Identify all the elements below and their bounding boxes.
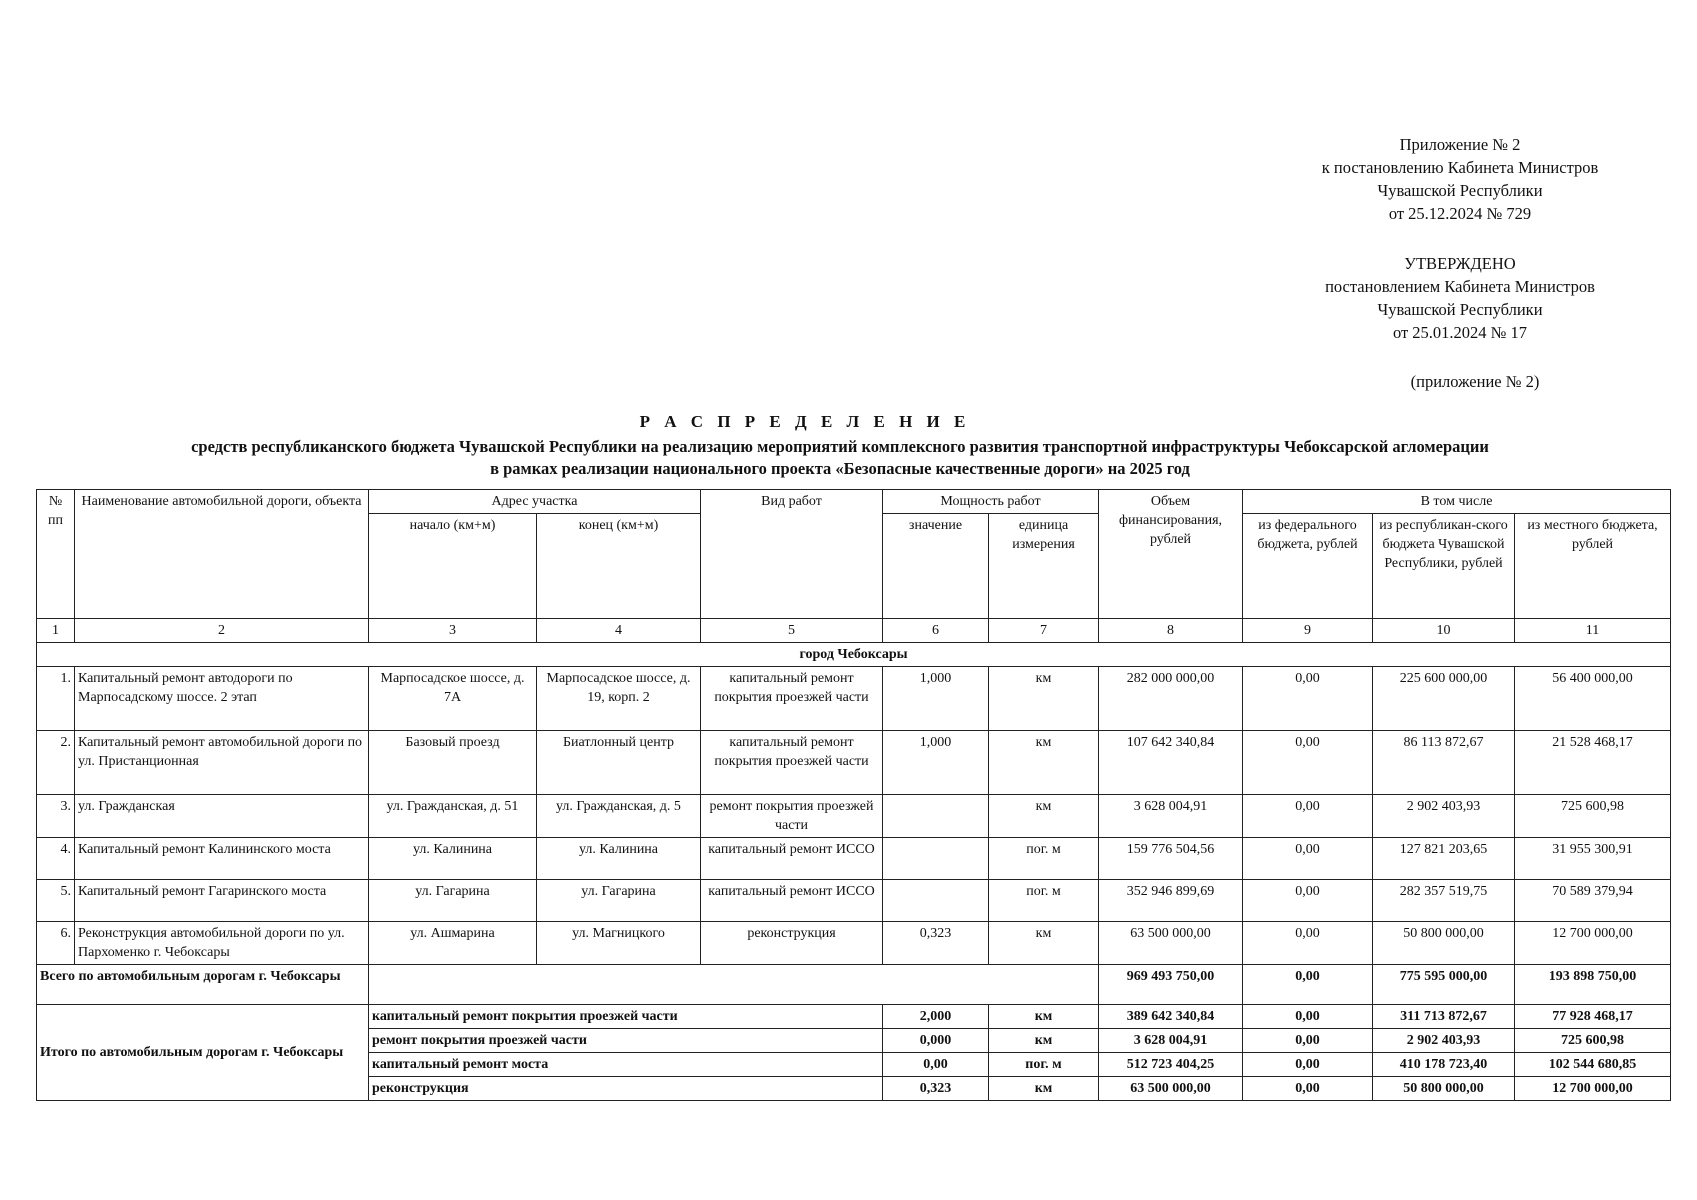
row-republic: 127 821 203,65 (1373, 838, 1515, 880)
header-republic: из республикан-ского бюджета Чувашской Республики, рублей (1373, 514, 1515, 619)
summary-republic: 2 902 403,93 (1373, 1029, 1515, 1053)
summary-republic: 311 713 872,67 (1373, 1005, 1515, 1029)
summary-value: 0,000 (883, 1029, 989, 1053)
row-end: ул. Гагарина (537, 880, 701, 922)
appendix-block (1280, 133, 1640, 225)
approved-line: УТВЕРЖДЕНО (1404, 254, 1516, 273)
header-end: конец (км+м) (537, 514, 701, 619)
table-row (37, 667, 1671, 731)
total-local: 193 898 750,00 (1515, 965, 1671, 1005)
column-number: 11 (1515, 619, 1671, 643)
row-local: 56 400 000,00 (1515, 667, 1671, 731)
header-row (37, 490, 1671, 514)
column-number: 8 (1099, 619, 1243, 643)
row-end: ул. Гражданская, д. 5 (537, 795, 701, 838)
row-work: капитальный ремонт ИССО (701, 838, 883, 880)
summary-local: 77 928 468,17 (1515, 1005, 1671, 1029)
row-start: Базовый проезд (369, 731, 537, 795)
summary-funding: 389 642 340,84 (1099, 1005, 1243, 1029)
table-row (37, 795, 1671, 838)
header-local: из местного бюджета, рублей (1515, 514, 1671, 619)
distribution-table (36, 489, 1671, 1101)
summary-local: 12 700 000,00 (1515, 1077, 1671, 1101)
row-end: Биатлонный центр (537, 731, 701, 795)
summary-funding: 63 500 000,00 (1099, 1077, 1243, 1101)
row-name: Капитальный ремонт автодороги по Марпосадскому шоссе. 2 этап (75, 667, 369, 731)
row-federal: 0,00 (1243, 667, 1373, 731)
summary-value: 0,00 (883, 1053, 989, 1077)
column-number: 2 (75, 619, 369, 643)
header-work-type: Вид работ (701, 490, 883, 619)
total-federal: 0,00 (1243, 965, 1373, 1005)
row-unit: км (989, 731, 1099, 795)
header-value: значение (883, 514, 989, 619)
summary-unit: пог. м (989, 1053, 1099, 1077)
row-value (883, 795, 989, 838)
header-funding: Объем финансирования, рублей (1099, 490, 1243, 619)
row-end: ул. Магницкого (537, 922, 701, 965)
column-number: 5 (701, 619, 883, 643)
summary-local: 725 600,98 (1515, 1029, 1671, 1053)
summary-federal: 0,00 (1243, 1005, 1373, 1029)
row-federal: 0,00 (1243, 880, 1373, 922)
summary-unit: км (989, 1029, 1099, 1053)
summary-funding: 3 628 004,91 (1099, 1029, 1243, 1053)
row-num: 3. (37, 795, 75, 838)
row-local: 21 528 468,17 (1515, 731, 1671, 795)
row-funding: 3 628 004,91 (1099, 795, 1243, 838)
row-name: Капитальный ремонт автомобильной дороги по ул. Пристанционная (75, 731, 369, 795)
row-work: реконструкция (701, 922, 883, 965)
summary-republic: 50 800 000,00 (1373, 1077, 1515, 1101)
row-local: 31 955 300,91 (1515, 838, 1671, 880)
approved-block (1290, 252, 1630, 344)
row-federal: 0,00 (1243, 838, 1373, 880)
table-row (37, 880, 1671, 922)
summary-value: 0,323 (883, 1077, 989, 1101)
appendix-line: Приложение № 2 (1399, 135, 1521, 154)
summary-work: капитальный ремонт моста (369, 1053, 883, 1077)
row-value: 1,000 (883, 731, 989, 795)
approved-line: постановлением Кабинета Министров (1325, 277, 1595, 296)
row-federal: 0,00 (1243, 922, 1373, 965)
table-row (37, 838, 1671, 880)
row-federal: 0,00 (1243, 731, 1373, 795)
row-start: ул. Гагарина (369, 880, 537, 922)
section-row (37, 643, 1671, 667)
row-funding: 107 642 340,84 (1099, 731, 1243, 795)
row-republic: 50 800 000,00 (1373, 922, 1515, 965)
row-unit: км (989, 922, 1099, 965)
table-row (37, 731, 1671, 795)
summary-work: капитальный ремонт покрытия проезжей части (369, 1005, 883, 1029)
column-number: 7 (989, 619, 1099, 643)
row-num: 5. (37, 880, 75, 922)
summary-unit: км (989, 1005, 1099, 1029)
total-republic: 775 595 000,00 (1373, 965, 1515, 1005)
row-work: капитальный ремонт покрытия проезжей части (701, 667, 883, 731)
column-number: 4 (537, 619, 701, 643)
column-number: 1 (37, 619, 75, 643)
row-funding: 159 776 504,56 (1099, 838, 1243, 880)
document-subtitle: в рамках реализации национального проекта «Безопасные качественные дороги» на 2025 год (490, 459, 1190, 478)
row-funding: 282 000 000,00 (1099, 667, 1243, 731)
summary-work: реконструкция (369, 1077, 883, 1101)
row-federal: 0,00 (1243, 795, 1373, 838)
row-unit: км (989, 795, 1099, 838)
row-start: Марпосадское шоссе, д. 7А (369, 667, 537, 731)
column-number: 6 (883, 619, 989, 643)
appendix-line: Чувашской Республики (1377, 181, 1543, 200)
row-value (883, 838, 989, 880)
summary-row (37, 1005, 1671, 1029)
row-num: 4. (37, 838, 75, 880)
summary-federal: 0,00 (1243, 1077, 1373, 1101)
approved-line: Чувашской Республики (1377, 300, 1543, 319)
appendix-note: (приложение № 2) (1410, 372, 1540, 391)
appendix-line: к постановлению Кабинета Министров (1321, 158, 1599, 177)
row-name: ул. Гражданская (75, 795, 369, 838)
header-address: Адрес участка (369, 490, 701, 514)
row-start: ул. Калинина (369, 838, 537, 880)
row-republic: 282 357 519,75 (1373, 880, 1515, 922)
row-local: 70 589 379,94 (1515, 880, 1671, 922)
header-including: В том числе (1243, 490, 1671, 514)
row-republic: 2 902 403,93 (1373, 795, 1515, 838)
summary-federal: 0,00 (1243, 1053, 1373, 1077)
header-name: Наименование автомобильной дороги, объекта (75, 490, 369, 619)
summary-label: Итого по автомобильным дорогам г. Чебоксары (37, 1005, 369, 1101)
total-label: Всего по автомобильным дорогам г. Чебоксары (37, 965, 369, 1005)
total-empty (369, 965, 1099, 1005)
row-num: 6. (37, 922, 75, 965)
total-funding: 969 493 750,00 (1099, 965, 1243, 1005)
row-start: ул. Гражданская, д. 51 (369, 795, 537, 838)
total-row (37, 965, 1671, 1005)
summary-unit: км (989, 1077, 1099, 1101)
header-start: начало (км+м) (369, 514, 537, 619)
appendix-line: от 25.12.2024 № 729 (1388, 204, 1532, 223)
column-number: 3 (369, 619, 537, 643)
approved-line: от 25.01.2024 № 17 (1392, 323, 1528, 342)
row-name: Капитальный ремонт Гагаринского моста (75, 880, 369, 922)
row-end: Марпосадское шоссе, д. 19, корп. 2 (537, 667, 701, 731)
column-number: 9 (1243, 619, 1373, 643)
header-num: № пп (37, 490, 75, 619)
row-work: капитальный ремонт покрытия проезжей части (701, 731, 883, 795)
row-funding: 352 946 899,69 (1099, 880, 1243, 922)
summary-funding: 512 723 404,25 (1099, 1053, 1243, 1077)
row-unit: пог. м (989, 880, 1099, 922)
document-title: Р А С П Р Е Д Е Л Е Н И Е (639, 412, 971, 431)
row-name: Капитальный ремонт Калининского моста (75, 838, 369, 880)
header-federal: из федерального бюджета, рублей (1243, 514, 1373, 619)
summary-work: ремонт покрытия проезжей части (369, 1029, 883, 1053)
row-start: ул. Ашмарина (369, 922, 537, 965)
document-subtitle: средств республиканского бюджета Чувашской Республики на реализацию мероприятий комплексного развития транспортной инфраструктуры Чебоксарской агломерации (191, 437, 1489, 456)
column-numbers-row (37, 619, 1671, 643)
header-unit: единица измерения (989, 514, 1099, 619)
row-end: ул. Калинина (537, 838, 701, 880)
summary-republic: 410 178 723,40 (1373, 1053, 1515, 1077)
row-republic: 86 113 872,67 (1373, 731, 1515, 795)
row-value: 0,323 (883, 922, 989, 965)
row-local: 12 700 000,00 (1515, 922, 1671, 965)
column-number: 10 (1373, 619, 1515, 643)
row-work: капитальный ремонт ИССО (701, 880, 883, 922)
row-num: 1. (37, 667, 75, 731)
row-value (883, 880, 989, 922)
row-local: 725 600,98 (1515, 795, 1671, 838)
row-unit: км (989, 667, 1099, 731)
section-title: город Чебоксары (37, 643, 1671, 667)
summary-federal: 0,00 (1243, 1029, 1373, 1053)
row-name: Реконструкция автомобильной дороги по ул. Пархоменко г. Чебоксары (75, 922, 369, 965)
row-unit: пог. м (989, 838, 1099, 880)
summary-value: 2,000 (883, 1005, 989, 1029)
summary-local: 102 544 680,85 (1515, 1053, 1671, 1077)
row-num: 2. (37, 731, 75, 795)
row-value: 1,000 (883, 667, 989, 731)
row-funding: 63 500 000,00 (1099, 922, 1243, 965)
row-republic: 225 600 000,00 (1373, 667, 1515, 731)
header-capacity: Мощность работ (883, 490, 1099, 514)
table-row (37, 922, 1671, 965)
row-work: ремонт покрытия проезжей части (701, 795, 883, 838)
